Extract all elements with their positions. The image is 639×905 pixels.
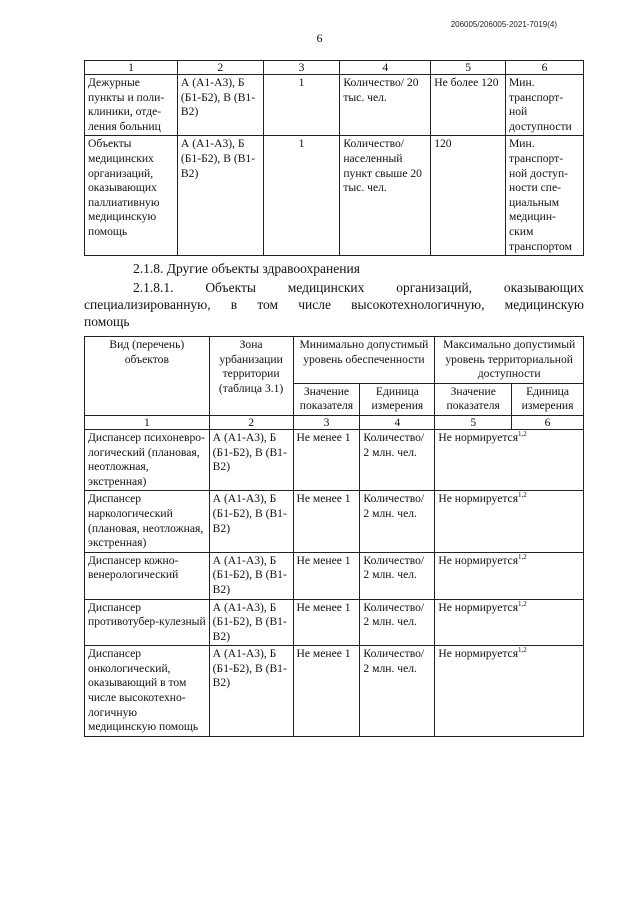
unit-cell: Количество/ 2 млн. чел. [360, 429, 435, 490]
max-cell [435, 599, 584, 646]
col-number: 3 [263, 61, 340, 75]
unit-cell: Количество/ 2 млн. чел. [360, 599, 435, 646]
header-row [85, 337, 584, 384]
zone-cell: А (А1-А3), Б (Б1-Б2), В (В1-В2) [209, 599, 293, 646]
footnote-mark: 1,2 [518, 429, 527, 438]
max-text: Не нормируется [438, 647, 519, 661]
max-cell [435, 646, 584, 737]
max-text: Не нормируется [438, 600, 519, 614]
footnote-mark: 1,2 [518, 491, 527, 500]
unit-cell: Количество/ 2 млн. чел. [360, 646, 435, 737]
value-cell: 1 [263, 75, 340, 136]
unit-cell: Количество/ 20 тыс. чел. [340, 75, 431, 136]
document-number: 206005/206005-2021-7019(4) [450, 20, 557, 29]
object-cell: Диспансер психоневро-логический (плановая, неотложная, экстренная) [85, 429, 210, 490]
max-cell [435, 552, 584, 599]
max-cell [435, 429, 584, 490]
col-number: 4 [360, 415, 435, 429]
table-row [85, 646, 584, 737]
max-cell [435, 491, 584, 552]
object-cell: Диспансер противотубер-кулезный [85, 599, 210, 646]
value-cell: Не менее 1 [293, 646, 360, 737]
header-max-level: Максимально допустимый уровень территориальной доступности [435, 337, 584, 384]
table-row [85, 429, 584, 490]
section-heading: 2.1.8. Другие объекты здравоохранения [133, 261, 360, 276]
subheader-value: Значение показателя [435, 383, 512, 415]
zone-cell: А (А1-А3), Б (Б1-Б2), В (В1-В2) [209, 646, 293, 737]
subheader-value: Значение показателя [293, 383, 360, 415]
table-specialized-care [84, 336, 584, 737]
zone-cell: А (А1-А3), Б (Б1-Б2), В (В1-В2) [209, 552, 293, 599]
unit-cell: Количество/ 2 млн. чел. [360, 491, 435, 552]
table-row [85, 552, 584, 599]
object-cell: Диспансер кожно-венерологический [85, 552, 210, 599]
col-number: 5 [431, 61, 506, 75]
zone-cell: А (А1-А3), Б (Б1-Б2), В (В1-В2) [209, 429, 293, 490]
paragraph-line: помощь [84, 314, 130, 329]
unit-cell: Количество/ 2 млн. чел. [360, 552, 435, 599]
unit-cell: Количество/ населенный пункт свыше 20 тыс. чел. [340, 136, 431, 256]
subheader-unit: Единица измерения [360, 383, 435, 415]
col-number: 5 [435, 415, 512, 429]
max-text: Не нормируется [438, 430, 519, 444]
header-min-level: Минимально допустимый уровень обеспеченности [293, 337, 435, 384]
table-row [85, 75, 584, 136]
value-cell: 1 [263, 136, 340, 256]
zone-cell: А (А1-А3), Б (Б1-Б2), В (В1-В2) [177, 136, 263, 256]
value-cell: Не менее 1 [293, 552, 360, 599]
object-cell: Дежурные пункты и поли-клиники, отде-ления больниц [85, 75, 178, 136]
max-unit-cell: Мин. транспорт-ной доступности [506, 75, 584, 136]
table-continuation [84, 60, 584, 256]
max-value-cell: Не более 120 [431, 75, 506, 136]
footnote-mark: 1,2 [518, 552, 527, 561]
zone-cell: А (А1-А3), Б (Б1-Б2), В (В1-В2) [209, 491, 293, 552]
table-row [85, 136, 584, 256]
value-cell: Не менее 1 [293, 429, 360, 490]
col-number: 2 [177, 61, 263, 75]
paragraph-line: специализированную, в том числе высокотехнологичную, медицинскую [84, 297, 584, 312]
col-number: 1 [85, 415, 210, 429]
max-text: Не нормируется [438, 553, 519, 567]
subheader-unit: Единица измерения [512, 383, 584, 415]
section-paragraph [84, 279, 584, 330]
table-row [85, 491, 584, 552]
table-row [85, 599, 584, 646]
max-unit-cell: Мин. транспорт-ной доступ-ности спе-циальным медицин-ским транспортом [506, 136, 584, 256]
col-number: 6 [506, 61, 584, 75]
object-cell: Объекты медицинских организаций, оказывающих паллиативную медицинскую помощь [85, 136, 178, 256]
value-cell: Не менее 1 [293, 599, 360, 646]
column-number-row [85, 61, 584, 75]
footnote-mark: 1,2 [518, 599, 527, 608]
zone-cell: А (А1-А3), Б (Б1-Б2), В (В1-В2) [177, 75, 263, 136]
column-number-row [85, 415, 584, 429]
max-value-cell: 120 [431, 136, 506, 256]
col-number: 4 [340, 61, 431, 75]
page-number: 6 [316, 31, 323, 45]
object-cell: Диспансер наркологический (плановая, неотложная, экстренная) [85, 491, 210, 552]
value-cell: Не менее 1 [293, 491, 360, 552]
object-cell: Диспансер онкологический, оказывающий в том числе высокотехно-логичную медицинскую помощь [85, 646, 210, 737]
paragraph-line: 2.1.8.1. Объекты медицинских организаций, оказывающих [133, 280, 584, 295]
header-object: Вид (перечень) объектов [85, 337, 210, 416]
footnote-mark: 1,2 [518, 646, 527, 655]
col-number: 2 [209, 415, 293, 429]
col-number: 6 [512, 415, 584, 429]
header-zone: Зона урбанизации территории (таблица 3.1) [209, 337, 293, 416]
max-text: Не нормируется [438, 492, 519, 506]
col-number: 1 [85, 61, 178, 75]
col-number: 3 [293, 415, 360, 429]
